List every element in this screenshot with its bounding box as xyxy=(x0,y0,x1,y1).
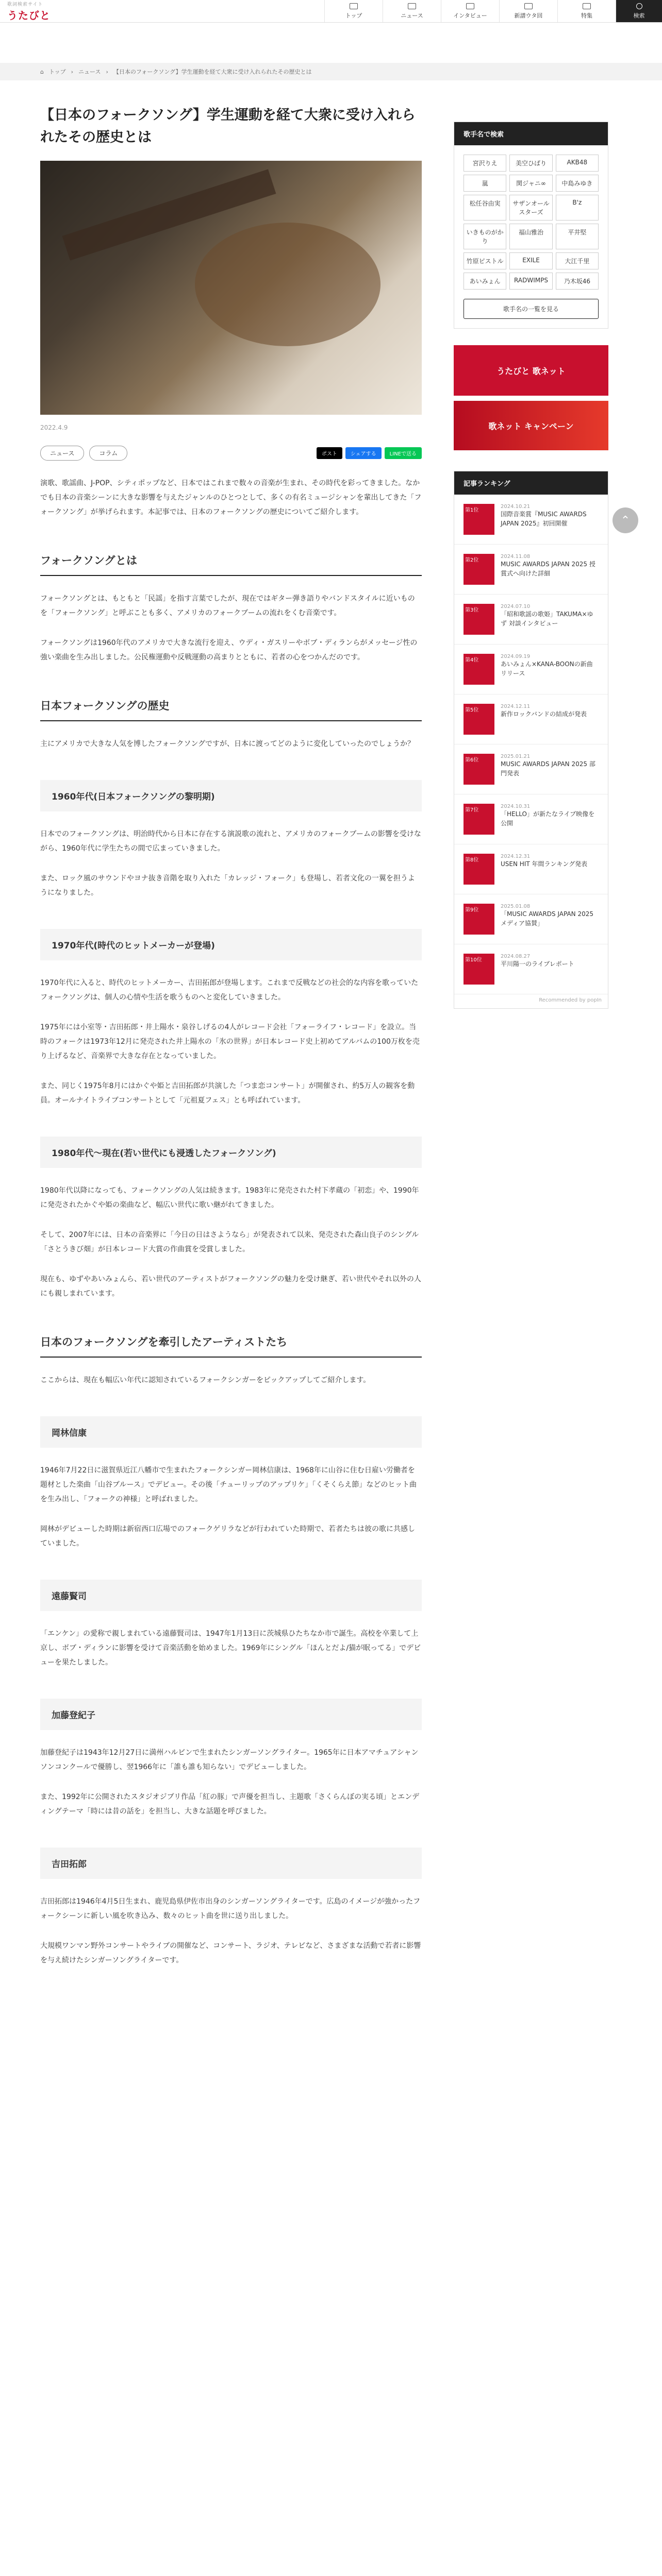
ranking-item[interactable] xyxy=(454,794,608,844)
subsection-heading: 吉田拓郎 xyxy=(40,1848,422,1879)
paragraph: そして、2007年には、日本の音楽界に「今日の日はさようなら」が発表されて以来、発売された森山良子のシングル「さとうきび畑」が日本レコード大賞の作曲賞を受賞しました。 xyxy=(40,1231,419,1254)
ranking-text xyxy=(501,954,574,985)
artist-link[interactable]: 関ジャニ∞ xyxy=(509,175,552,192)
paragraph: また、1992年に公開されたスタジオジブリ作品「紅の豚」で声優を担当し、主題歌「さくらんぼの実る頃」とエンディングテーマ「時には昔の話を」を担当し、大きな話題を呼びました。 xyxy=(40,1793,420,1816)
facebook-share-button[interactable]: シェアする xyxy=(345,447,382,459)
ranking-box xyxy=(454,471,608,1009)
ranking-item-title: 国際音楽賞『MUSIC AWARDS JAPAN 2025』初回開催 xyxy=(501,511,587,527)
paragraph: 「エンケン」の愛称で親しまれている遠藤賢司は、1947年1月13日に茨城県ひたちなか市で誕生。高校を卒業して上京し、ボブ・ディランに影響を受けて音楽活動を始めました。1969年にシングル「ほんとだよ/猫が眠ってる」でデビューを果たしました。 xyxy=(40,1630,421,1667)
ranking-item-title: あいみょん×KANA-BOONの新曲リリース xyxy=(501,660,593,677)
nav-label: インタビュー xyxy=(453,12,487,19)
ranking-item-title: 「HELLO」が新たなライブ映像を公開 xyxy=(501,810,595,827)
artist-more-button[interactable]: 歌手名の一覧を見る xyxy=(464,299,599,319)
subsection-heading: 遠藤賢司 xyxy=(40,1580,422,1611)
ranking-text xyxy=(501,554,599,585)
subsection-heading: 岡林信康 xyxy=(40,1416,422,1448)
article xyxy=(40,80,422,1968)
ranking-item[interactable] xyxy=(454,744,608,794)
subsection-heading: 1960年代(日本フォークソングの黎明期) xyxy=(40,780,422,811)
paragraph: フォークソングは1960年代のアメリカで大きな流行を迎え、ウディ・ガスリーやボブ・ディランらがメッセージ性の強い楽曲を生み出しました。公民権運動や反戦運動の高まりとともに、若者の心をつかんだのです。 xyxy=(40,639,418,662)
article-body xyxy=(40,476,422,1968)
nav-label: 特集 xyxy=(581,12,592,19)
ranking-item-title: MUSIC AWARDS JAPAN 2025 授賞式へ向けた詳細 xyxy=(501,561,595,577)
paragraph: 1970年代に入ると、時代のヒットメーカー、吉田拓郎が登場します。これまで反戦などの社会的な内容を歌っていたフォークソングは、個人の心情や生活を歌うものへと変化していきました。 xyxy=(40,979,419,1002)
ranking-date: 2025.01.08 xyxy=(501,904,531,909)
nav-feature[interactable] xyxy=(557,0,616,22)
paragraph: また、同じく1975年8月にはかぐや姫と吉田拓郎が共演した「つま恋コンサート」が開催され、約5万人の観客を動員。オールナイトライブコンサートとして「元祖夏フェス」とも呼ばれています。 xyxy=(40,1082,415,1105)
chevron-right-icon: › xyxy=(71,68,74,75)
artist-link[interactable]: 平井堅 xyxy=(556,224,599,249)
artist-link[interactable]: 竹原ピストル xyxy=(464,252,506,269)
ranking-item[interactable] xyxy=(454,645,608,694)
paragraph: 吉田拓郎は1946年4月5日生まれ、鹿児島県伊佐市出身のシンガーソングライターです。広島のイメージが強かったフォークシーンに新しい風を吹き込み、数々のヒット曲を世に送り出しました。 xyxy=(40,1897,421,1921)
subsection-heading: 1970年代(時代のヒットメーカーが登場) xyxy=(40,929,422,960)
ranking-item-title: 「昭和歌謡の歌姫」TAKUMA×ゆず 対談インタビュー xyxy=(501,611,593,627)
ranking-thumbnail: 第8位 xyxy=(464,854,494,885)
ranking-date: 2024.11.08 xyxy=(501,554,531,560)
paragraph: 大規模ワンマン野外コンサートやライブの開催など、コンサート、ラジオ、テレビなど、さまざまな活動で若者に影響を与え続けたシンガーソングライターです。 xyxy=(40,1942,421,1965)
ranking-text xyxy=(501,904,599,935)
ranking-text xyxy=(501,854,587,885)
artist-grid xyxy=(454,145,608,290)
ranking-text xyxy=(501,704,587,735)
article-title: 【日本のフォークソング】学生運動を経て大衆に受け入れられたその歴史とは xyxy=(40,107,416,146)
article-tags xyxy=(40,446,422,461)
x-post-button[interactable]: ポスト xyxy=(317,447,342,459)
ranking-date: 2024.08.27 xyxy=(501,954,531,959)
ranking-text xyxy=(501,504,599,535)
ranking-text xyxy=(501,754,599,785)
paragraph: また、ロック風のサウンドやヨナ抜き音階を取り入れた「カレッジ・フォーク」も登場し、若者文化の一翼を担うようになりました。 xyxy=(40,874,415,897)
news-icon xyxy=(408,3,416,9)
ranking-list xyxy=(454,495,608,994)
artist-link[interactable]: AKB48 xyxy=(556,155,599,172)
section-heading: 日本のフォークソングを牽引したアーティストたち xyxy=(40,1334,422,1358)
ranking-thumbnail: 第10位 xyxy=(464,954,494,985)
ranking-item-title: USEN HIT 年間ランキング発表 xyxy=(501,860,588,868)
share-buttons xyxy=(317,447,422,459)
feature-icon xyxy=(583,3,591,9)
nav-label: トップ xyxy=(345,12,362,19)
nav-interview[interactable] xyxy=(441,0,499,22)
ranking-item-title: 平川陽一のライブレポート xyxy=(501,960,574,968)
artist-link[interactable]: 福山雅治 xyxy=(509,224,552,249)
ranking-item[interactable] xyxy=(454,595,608,645)
ranking-date: 2025.01.21 xyxy=(501,754,531,759)
artist-link[interactable]: いきものがかり xyxy=(464,224,506,249)
ranking-item[interactable] xyxy=(454,844,608,894)
artist-link[interactable]: 美空ひばり xyxy=(509,155,552,172)
paragraph: 主にアメリカで大きな人気を博したフォークソングですが、日本に渡ってどのように変化していったのでしょうか？ xyxy=(40,740,415,749)
artist-link[interactable]: 中島みゆき xyxy=(556,175,599,192)
ranking-item-title: MUSIC AWARDS JAPAN 2025 部門発表 xyxy=(501,760,595,777)
section-heading: 日本フォークソングの歴史 xyxy=(40,698,422,721)
section-heading: フォークソングとは xyxy=(40,552,422,576)
sidebar xyxy=(454,80,608,1968)
ranking-item[interactable] xyxy=(454,894,608,944)
article-hero-image xyxy=(40,161,422,415)
tag-news[interactable]: ニュース xyxy=(40,446,84,461)
ranking-thumbnail: 第3位 xyxy=(464,604,494,635)
subsection-heading: 加藤登紀子 xyxy=(40,1699,422,1730)
paragraph: 岡林がデビューした時期は新宿西口広場でのフォークゲリラなどが行われていた時期で、若者たちは彼の歌に共感していました。 xyxy=(40,1525,416,1548)
ranking-date: 2024.10.31 xyxy=(501,804,531,809)
artist-search-box xyxy=(454,122,608,329)
ranking-date: 2024.10.21 xyxy=(501,504,531,510)
breadcrumb xyxy=(0,63,662,80)
scroll-top-button[interactable] xyxy=(613,507,638,533)
paragraph: 1946年7月22日に滋賀県近江八幡市で生まれたフォークシンガー岡林信康は、1968年に山谷に住む日雇い労働者を題材とした楽曲「山谷ブルース」でデビュー。その後「チューリップのアップリケ」「くそくらえ節」などのヒット曲を生み出し、「フォークの神様」と呼ばれました。 xyxy=(40,1466,417,1504)
nav-top[interactable] xyxy=(324,0,383,22)
disc-icon xyxy=(524,3,533,9)
paragraph: ここからは、現在も幅広い年代に認知されているフォークシンガーをピックアップしてご紹介します。 xyxy=(40,1376,371,1385)
nav-news[interactable] xyxy=(383,0,441,22)
paragraph: 現在も、ゆずやあいみょんら、若い世代のアーティストがフォークソングの魅力を受け継ぎ、若い世代やそれ以外の人にも親しまれています。 xyxy=(40,1275,421,1298)
chevron-up-icon: ⌃ xyxy=(620,514,631,527)
ranking-item[interactable] xyxy=(454,694,608,744)
ranking-date: 2024.12.31 xyxy=(501,854,531,859)
ranking-text xyxy=(501,654,599,685)
artist-link[interactable]: 松任谷由実 xyxy=(464,195,506,221)
paragraph: 日本でのフォークソングは、明治時代から日本に存在する演説歌の流れと、アメリカのフォークブームの影響を受けながら、1960年代に学生たちの間で広まっていきました。 xyxy=(40,830,421,853)
ranking-title: 記事ランキング xyxy=(454,471,608,495)
chevron-right-icon: › xyxy=(106,68,108,75)
global-nav xyxy=(324,0,662,22)
article-date: 2022.4.9 xyxy=(40,424,68,432)
artist-link[interactable]: 嵐 xyxy=(464,175,506,192)
ranking-item[interactable] xyxy=(454,944,608,994)
nav-label: 新譜ウタ回 xyxy=(514,12,543,19)
powered-by: Recommended by popIn xyxy=(539,997,602,1003)
ranking-thumbnail: 第7位 xyxy=(464,804,494,835)
artist-link[interactable]: 大江千里 xyxy=(556,252,599,269)
ranking-date: 2024.09.19 xyxy=(501,654,531,659)
artist-link[interactable]: B'z xyxy=(556,195,599,221)
ranking-item-title: 新作ロックバンドの結成が発表 xyxy=(501,710,587,718)
paragraph: 加藤登紀子は1943年12月27日に満州ハルビンで生まれたシンガーソングライター。1965年に日本アマチュアシャンソンコンクールで優勝し、翌1966年に「誰も誰も知らない」でデビューしました。 xyxy=(40,1749,419,1772)
artist-search-title: 歌手名で検索 xyxy=(454,122,608,145)
line-share-button[interactable]: LINEで送る xyxy=(385,447,422,459)
ranking-thumbnail: 第4位 xyxy=(464,654,494,685)
search-icon xyxy=(636,3,642,9)
artist-link[interactable]: 宮沢りえ xyxy=(464,155,506,172)
artist-link[interactable]: あいみょん xyxy=(464,273,506,290)
artist-link[interactable]: RADWIMPS xyxy=(509,273,552,290)
paragraph: 1975年には小室等・吉田拓郎・井上陽水・泉谷しげるの4人がレコード会社「フォーライフ・レコード」を設立。当時のフォークは1973年12月に発売された井上陽水の「氷の世界」が日本レコード史上初めてアルバムの100万枚を売り上げるなど、音楽界で大きな存在となっていました。 xyxy=(40,1023,420,1061)
breadcrumb-item[interactable]: トップ xyxy=(48,69,66,75)
nav-label: ニュース xyxy=(401,12,423,19)
site-logo[interactable] xyxy=(0,0,77,22)
ranking-date: 2024.07.10 xyxy=(501,604,531,609)
ranking-thumbnail: 第1位 xyxy=(464,504,494,535)
ranking-thumbnail: 第2位 xyxy=(464,554,494,585)
ranking-text xyxy=(501,804,599,835)
paragraph: 演歌、歌謡曲、J-POP、シティポップなど、日本ではこれまで数々の音楽が生まれ、その時代を彩ってきました。なかでも日本の音楽シーンに大きな影響を与えたジャンルのひとつとして、多くの有名ミュージシャンを輩出してきた「フォークソング」が挙げられます。本記事では、日本のフォークソングの歴史についてご紹介します。 xyxy=(40,479,422,517)
breadcrumb-item[interactable]: ニュース xyxy=(78,69,101,75)
ranking-thumbnail: 第9位 xyxy=(464,904,494,935)
logo-text: うたびと xyxy=(7,9,51,22)
breadcrumb-home-icon[interactable]: ⌂ xyxy=(40,68,44,75)
nav-search[interactable] xyxy=(616,0,662,22)
paragraph: 1980年代以降になっても、フォークソングの人気は続きます。1983年に発売された村下孝蔵の「初恋」や、1990年に発売されたかぐや姫の楽曲など、幅広い世代に歌い継がれてきました。 xyxy=(40,1187,419,1210)
banner-campaign[interactable]: 歌ネット キャンペーン xyxy=(454,401,608,450)
breadcrumb-current: 【日本のフォークソング】学生運動を経て大衆に受け入れられたその歴史とは xyxy=(113,69,312,75)
artist-link[interactable]: サザンオールスターズ xyxy=(509,195,552,221)
logo-tagline: 歌詞検索サイト xyxy=(7,2,43,7)
ranking-thumbnail: 第5位 xyxy=(464,704,494,735)
ranking-item[interactable] xyxy=(454,495,608,545)
mic-icon xyxy=(466,3,474,9)
site-header xyxy=(0,0,662,23)
subsection-heading: 1980年代〜現在(若い世代にも浸透したフォークソング) xyxy=(40,1137,422,1168)
ranking-date: 2024.12.11 xyxy=(501,704,531,709)
banner-utanet[interactable]: うたびと 歌ネット xyxy=(454,345,608,396)
nav-label: 検索 xyxy=(633,12,645,19)
ranking-item-title: 「MUSIC AWARDS JAPAN 2025 メディア協賛」 xyxy=(501,910,594,927)
home-icon xyxy=(350,3,358,9)
paragraph: フォークソングとは、もともと「民謡」を指す言葉でしたが、現在ではギター弾き語りやバンドスタイルに近いものを「フォークソング」と呼ぶことも多く、アメリカのフォークブームの流れをくむ音楽です。 xyxy=(40,595,415,618)
nav-new-release[interactable] xyxy=(499,0,557,22)
tag-column[interactable]: コラム xyxy=(89,446,127,461)
ranking-text xyxy=(501,604,599,635)
ranking-thumbnail: 第6位 xyxy=(464,754,494,785)
artist-link[interactable]: 乃木坂46 xyxy=(556,273,599,290)
ranking-item[interactable] xyxy=(454,545,608,595)
artist-link[interactable]: EXILE xyxy=(509,252,552,269)
